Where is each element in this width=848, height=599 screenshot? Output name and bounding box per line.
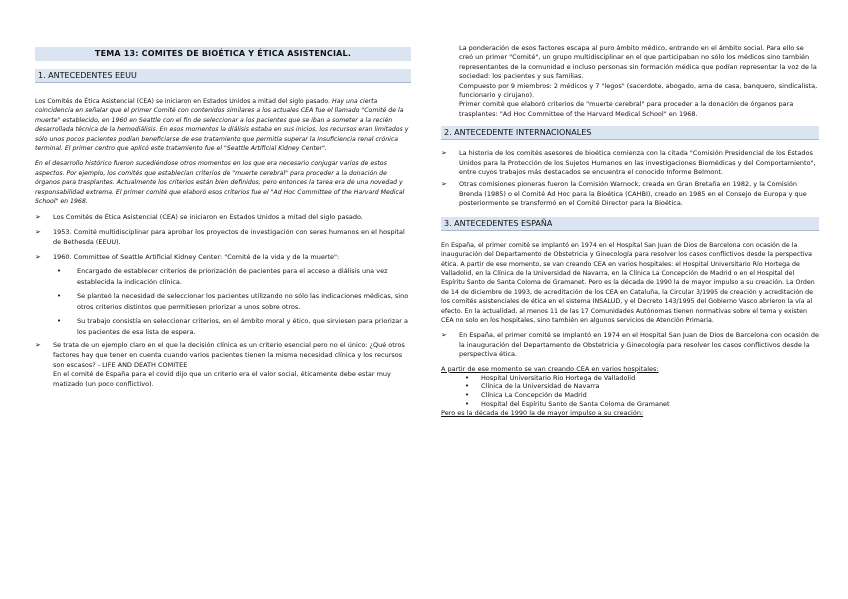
right-column bbox=[441, 44, 819, 418]
bullet-text: Se trata de un ejemplo claro en el que la decisión clínica es un criterio esencial pero no el único: ¿Qué otros factores hay que tener en cuenta cuando varios pacientes tienen la misma necesidad clínica y los recursos son escasos? - LIFE AND DEATH COMITEE bbox=[53, 341, 405, 369]
dot-bullet-icon: • bbox=[57, 317, 62, 326]
arrow-bullet-icon: ➢ bbox=[441, 180, 447, 189]
dot-bullet-icon: • bbox=[465, 391, 470, 400]
sub-bullet-text: Se planteó la necesidad de seleccionar los pacientes utilizando no sólo las indicaciones médicas, sino otros criterios distintos que permitiesen priorizar a unos sobre otros. bbox=[77, 292, 409, 311]
bullet-other-commissions bbox=[441, 180, 819, 209]
page-title: TEMA 13: COMITES DE BIOÉTICA Y ÉTICA ASISTENCIAL. bbox=[35, 47, 411, 61]
hospital-list-item bbox=[441, 400, 819, 409]
dot-bullet-icon: • bbox=[57, 292, 62, 301]
section-heading-espana: 3. ANTECEDENTES ESPAÑA bbox=[441, 217, 819, 231]
dot-bullet-icon: • bbox=[465, 400, 470, 409]
hospital-name: Hospital Universitario Rio Hortega de Valladolid bbox=[481, 373, 636, 382]
bullet-espana-1974 bbox=[441, 331, 819, 359]
dot-bullet-icon: • bbox=[465, 382, 470, 391]
bullet-clinical-decision bbox=[35, 341, 411, 389]
bullet-text: Otras comisiones pioneras fueron la Comisión Warnock, creada en Gran Bretaña en 1982, y la Comisión Brenda (1985) o el Comité Ad Hoc para la Bioética (CAHBI), creado en 1985 en el Consejo de Europa y que posteriormente se transformó en el Comité Director para la Bioética. bbox=[459, 180, 807, 208]
bullet-text: 1960. Committee of Seattle Artificial Kidney Center: "Comité de la vida y de la muerte": bbox=[53, 252, 340, 261]
hospital-list-item bbox=[441, 382, 819, 391]
underlined-1990-impulse: Pero es la década de 1990 la de mayor impulso a su creación: bbox=[441, 408, 644, 417]
hospital-list-item bbox=[441, 391, 819, 400]
bullet-text: La historia de los comités asesores de bioética comienza con la citada "Comisión Presidencial de los Estados Unidos para la Protección de los Sujetos Humanos en las investigaciones Biomédicas y del Comportamiento", entre cuyos trabajos más destacados se encuentra el conocido Informe Belmont. bbox=[459, 149, 816, 177]
paragraph-muerte-cerebral: Primer comité que elaboró criterios de "muerte cerebral" para proceder a la donación de órganos para trasplantes: "Ad Hoc Committee of the Harvard Medical School" en 1968. bbox=[459, 100, 794, 118]
arrow-bullet-icon: ➢ bbox=[35, 252, 41, 261]
bullet-text: Los Comités de Ética Asistencial (CEA) se iniciaron en Estados Unidos a mitad del siglo pasado. bbox=[53, 213, 363, 222]
arrow-bullet-icon: ➢ bbox=[35, 341, 41, 350]
hospital-name: Hospital del Espíritu Santo de Santa Coloma de Gramanet bbox=[481, 400, 670, 409]
arrow-bullet-icon: ➢ bbox=[35, 213, 41, 222]
section-heading-internacionales: 2. ANTECEDENTE INTERNACIONALES bbox=[441, 126, 819, 140]
arrow-bullet-icon: ➢ bbox=[35, 227, 41, 236]
bullet-presidential-commission bbox=[441, 149, 819, 178]
bullet-1953-bethesda bbox=[35, 227, 411, 248]
sub-bullet-text: Encargado de establecer criterios de priorización de pacientes para el acceso a diálisis una vez establecida la indicación clínica. bbox=[77, 267, 388, 286]
paragraph-cea-intro bbox=[35, 97, 411, 153]
bullet-1960-seattle bbox=[35, 252, 411, 263]
paragraph-historical-development: En el desarrollo histórico fueron sucediéndose otros momentos en los que era necesario conjugar varios de estos aspectos. Por ejemplo, los comités que establecían criterios de "muerte cerebral" para proceder a la donación de órganos para trasplantes. Actualmente los criterios están bien definidos, pero entonces la tarea era de una novedad y responsabilidad extrema. El primer comité que elaboró esos criterios fue el "Ad Hoc Committee of the Harvard Medical School" en 1968. bbox=[35, 160, 405, 206]
committee-description bbox=[441, 44, 819, 119]
arrow-bullet-icon: ➢ bbox=[441, 149, 447, 158]
arrow-bullet-icon: ➢ bbox=[441, 331, 447, 340]
bullet-text: En España, el primer comité se implantó en 1974 en el Hospital San Juan de Dios de Barcelona con ocasión de la inauguración del Departamento de Obstetricia y Ginecología para resolver los casos conflictivos desde la perspectiva ética. bbox=[459, 331, 819, 359]
bullet-text-covid: En el comité de España para el covid dijo que un criterio era el valor social, éticamente debe estar muy matizado (un poco conflictivo). bbox=[53, 370, 391, 388]
hospital-name: Clínica La Concepción de Madrid bbox=[481, 391, 587, 400]
section-heading-antecedentes-eeuu: 1. ANTECEDENTES EEUU bbox=[35, 69, 411, 83]
underlined-hospitals-intro: A partir de ese momento se van creando CEA en varios hospitales: bbox=[441, 364, 659, 373]
sub-bullet-selection bbox=[35, 291, 411, 312]
hospital-list-item bbox=[441, 374, 819, 383]
paragraph-espana: En España, el primer comité se implantó en 1974 en el Hospital San Juan de Dios de Barcelona con ocasión de la inauguración del Departamento de Obstetricia y Ginecología para resolver los casos conflictivos desde la perspectiva ética. A partir de ese momento, se van creando CEA en varios hospitales: el Hospital Universitario Río Hortega de Valladolid, en la Clínica de la Universidad de Navarra, en la Clínica La Concepción de Madrid o en el Hospital del Espíritu Santo de Santa Coloma de Gramanet. Pero es la década de 1990 la de mayor impulso a su creación. La Orden de 14 de diciembre de 1993, de acreditación de los CEA en Cataluña, la Circular 3/1995 de creación y acreditación de los comités asistenciales de ética en el sistema INSALUD, y el Decreto 143/1995 del Gobierno Vasco abrieron la vía al efecto. En la actualidad, al menos 11 de las 17 Comunidades Autónomas tienen normativas sobre el tema y existen CEA no solo en los hospitales, sino también en algunos servicios de Atención Primaria. bbox=[441, 241, 815, 325]
left-column bbox=[35, 69, 411, 389]
sub-bullet-text: Su trabajo consistía en seleccionar criterios, en el ámbito moral y ético, que sirviesen para priorizar a los pacientes de esa lista de espera. bbox=[77, 317, 408, 336]
paragraph-ponderacion: La ponderación de esos factores escapa al puro ámbito médico, entrando en el ámbito social. Para ello se creó un primer "Comité", un grupo multidisciplinar en el que participaban no sólo los médicos sino también representantes de la comunidad e incluso personas sin formación médica que podían representar la voz de la sociedad: los pacientes y sus familias. bbox=[459, 44, 817, 81]
paragraph-composicion: Compuesto por 9 miembros: 2 médicos y 7 "legos" (sacerdote, abogado, ama de casa, banquero, sindicalista, funcionario y cirujano). bbox=[459, 81, 818, 100]
sub-bullet-prioritization bbox=[35, 266, 411, 287]
paragraph-cea-intro-plain: Los Comités de Ética Asistencial (CEA) se iniciaron en Estados Unidos a mitad del siglo pasado. bbox=[35, 98, 330, 105]
dot-bullet-icon: • bbox=[57, 267, 62, 276]
bullet-cea-usa bbox=[35, 212, 411, 223]
dot-bullet-icon: • bbox=[465, 373, 470, 382]
paragraph-cea-intro-italic: Hay una cierta coincidencia en señalar que el primer Comité con contenidos similares a los actuales CEA fue el llamado "Comité de la muerte" establecido, en 1960 en Seattle con el fin de seleccionar a los pacientes que se iban a someter a la recién desarrollada técnica de la hemodiálisis. En esos momentos la diálisis estaba en sus inicios, los recursos eran limitados y sólo unos pocos pacientes podían beneficiarse de ese tratamiento que permitía superar la insuficiencia renal crónica terminal. El primer centro que aplicó este tratamiento fue el "Seattle Artificial Kidney Center". bbox=[35, 98, 409, 153]
hospital-name: Clínica de la Universidad de Navarra bbox=[481, 382, 600, 391]
bullet-text: 1953. Comité multidisciplinar para aprobar los proyectos de investigación con seres humanos en el hospital de Bethesda (EEUU). bbox=[53, 227, 405, 247]
sub-bullet-moral-criteria bbox=[35, 316, 411, 337]
